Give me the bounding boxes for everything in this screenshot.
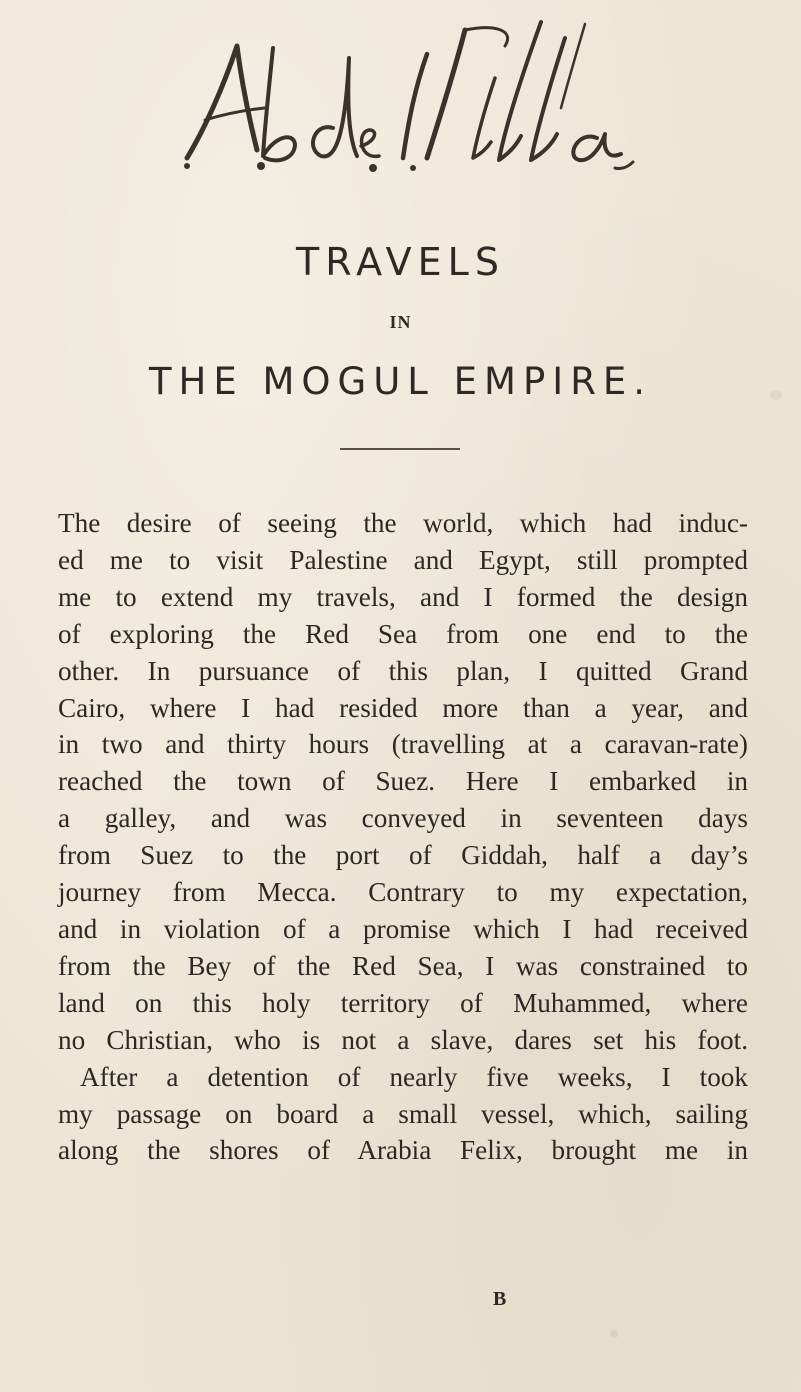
text-line: The desire of seeing the world, which had induc- <box>58 508 748 538</box>
handwritten-signature <box>165 18 635 188</box>
text-line: land on this holy territory of Muhammed, where <box>58 987 748 1018</box>
text-line: After a detention of nearly five weeks, I took <box>80 1061 748 1092</box>
body-paragraph <box>58 505 748 1169</box>
text-line: of exploring the Red Sea from one end to the <box>58 618 748 649</box>
text-line: journey from Mecca. Contrary to my expectation, <box>58 877 748 908</box>
text-line: no Christian, who is not a slave, dares set his foot. <box>58 1024 748 1055</box>
text-line: Cairo, where I had resided more than a year, and <box>58 692 748 723</box>
text-line: a galley, and was conveyed in seventeen days <box>58 803 748 834</box>
signature-mark: B <box>493 1288 507 1310</box>
title-mogul-empire: THE MOGUL EMPIRE. <box>148 360 653 403</box>
text-line: other. In pursuance of this plan, I quitted Grand <box>58 655 748 686</box>
text-line: reached the town of Suez. Here I embarked in <box>58 766 748 797</box>
title-divider <box>340 448 460 450</box>
text-line: in two and thirty hours (travelling at a caravan-rate) <box>58 729 748 760</box>
text-line: me to extend my travels, and I formed the design <box>58 581 748 612</box>
text-line: along the shores of Arabia Felix, brought me in <box>58 1135 748 1166</box>
text-line: from the Bey of the Red Sea, I was constrained to <box>58 950 748 981</box>
text-line: from Suez to the port of Giddah, half a day’s <box>58 840 748 871</box>
text-line: and in violation of a promise which I had received <box>58 913 748 944</box>
title-in: IN <box>389 312 412 332</box>
text-line: my passage on board a small vessel, which, sailing <box>58 1098 748 1129</box>
title-travels: TRAVELS <box>296 240 505 284</box>
text-line: ed me to visit Palestine and Egypt, still prompted <box>58 544 748 575</box>
page-stain <box>610 1330 618 1338</box>
